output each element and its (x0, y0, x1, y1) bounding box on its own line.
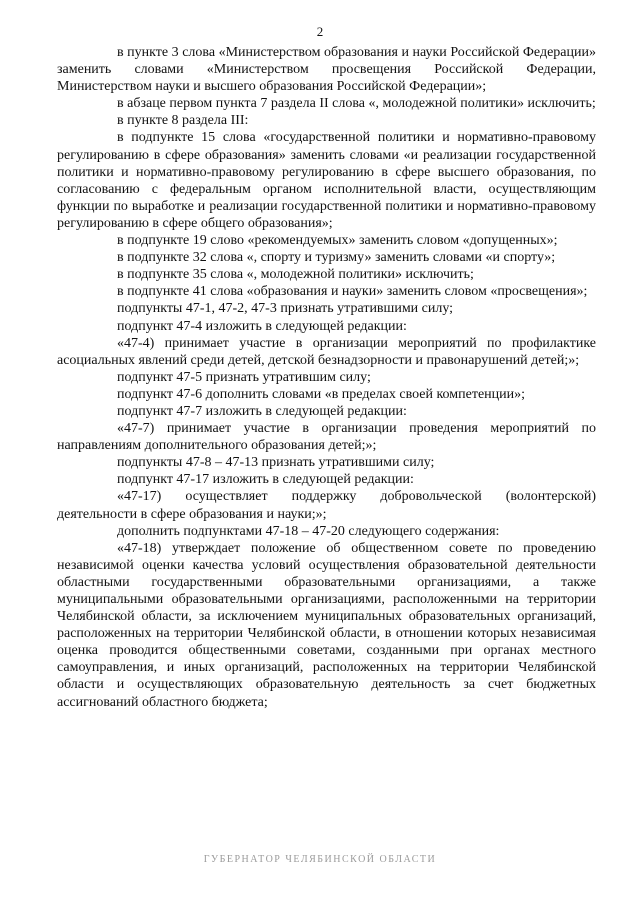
paragraph-14: подпункт 47-7 изложить в следующей редакции: (117, 403, 407, 419)
paragraph-17: подпункт 47-17 изложить в следующей редакции: (117, 472, 414, 488)
paragraph-2: в абзаце первом пункта 7 раздела II слова «, молодежной политики» исключить; (117, 96, 596, 112)
paragraph-6: в подпункте 32 слова «, спорту и туризму» заменить словами «и спорту»; (117, 250, 556, 266)
paragraph-12: подпункт 47-5 признать утратившим силу; (117, 369, 371, 385)
paragraph-11: «47-4) принимает участие в организации мероприятий по профилактике асоциальных явлений среди детей, детской безнадзорности и правонарушений детей;»; (57, 335, 596, 368)
paragraph-4: в подпункте 15 слова «государственной политики и нормативно-правовому регулированию в сфере образования» заменить словами «и реализации государственной политики и нормативно-правовому регулированию в сфере высшего образования, по согласованию с федеральным органом исполнительной власти, осуществляющим функции по выработке и реализации государственной политики и нормативно-правовому регулированию в сфере общего образования»; (57, 130, 596, 231)
paragraph-18: «47-17) осуществляет поддержку добровольческой (волонтерской) деятельности в сфере образования и науки;»; (57, 489, 596, 522)
paragraph-1: в пункте 3 слова «Министерством образования и науки Российской Федерации» заменить словами «Министерством просвещения Российской Федерации, Министерством науки и высшего образования Российской Федерации»; (57, 45, 596, 95)
paragraph-16: подпункты 47-8 – 47-13 признать утратившими силу; (117, 455, 435, 471)
paragraph-10: подпункт 47-4 изложить в следующей редакции: (117, 318, 407, 334)
paragraph-15: «47-7) принимает участие в организации проведения мероприятий по направлениям дополнительного образования детей;»; (57, 421, 596, 454)
footer-watermark: ГУБЕРНАТОР ЧЕЛЯБИНСКОЙ ОБЛАСТИ (203, 854, 437, 865)
paragraph-9: подпункты 47-1, 47-2, 47-3 признать утратившими силу; (117, 301, 454, 317)
paragraph-3: в пункте 8 раздела III: (117, 113, 249, 129)
paragraph-8: в подпункте 41 слова «образования и науки» заменить словом «просвещения»; (117, 284, 588, 300)
paragraph-7: в подпункте 35 слова «, молодежной политики» исключить; (117, 267, 474, 283)
paragraph-5: в подпункте 19 слово «рекомендуемых» заменить словом «допущенных»; (117, 233, 558, 249)
paragraph-19: дополнить подпунктами 47-18 – 47-20 следующего содержания: (117, 523, 500, 539)
document-body (57, 44, 596, 711)
page-number: 2 (316, 24, 324, 39)
paragraph-13: подпункт 47-6 дополнить словами «в пределах своей компетенции»; (117, 386, 526, 402)
paragraph-20: «47-18) утверждает положение об общественном совете по проведению независимой оценки качества условий осуществления образовательной деятельности областными государственными образовательными организациями, а также муниципальными образовательными организациями, расположенными на территории Челябинской области, за исключением муниципальных образовательных организаций, расположенных на территории Челябинской области, в отношении которых независимая оценка проводится общественными советами, созданными при органах местного самоуправления, и иных организаций, расположенных на территории Челябинской области и осуществляющих образовательную деятельность за счет бюджетных ассигнований областного бюджета; (57, 540, 596, 710)
